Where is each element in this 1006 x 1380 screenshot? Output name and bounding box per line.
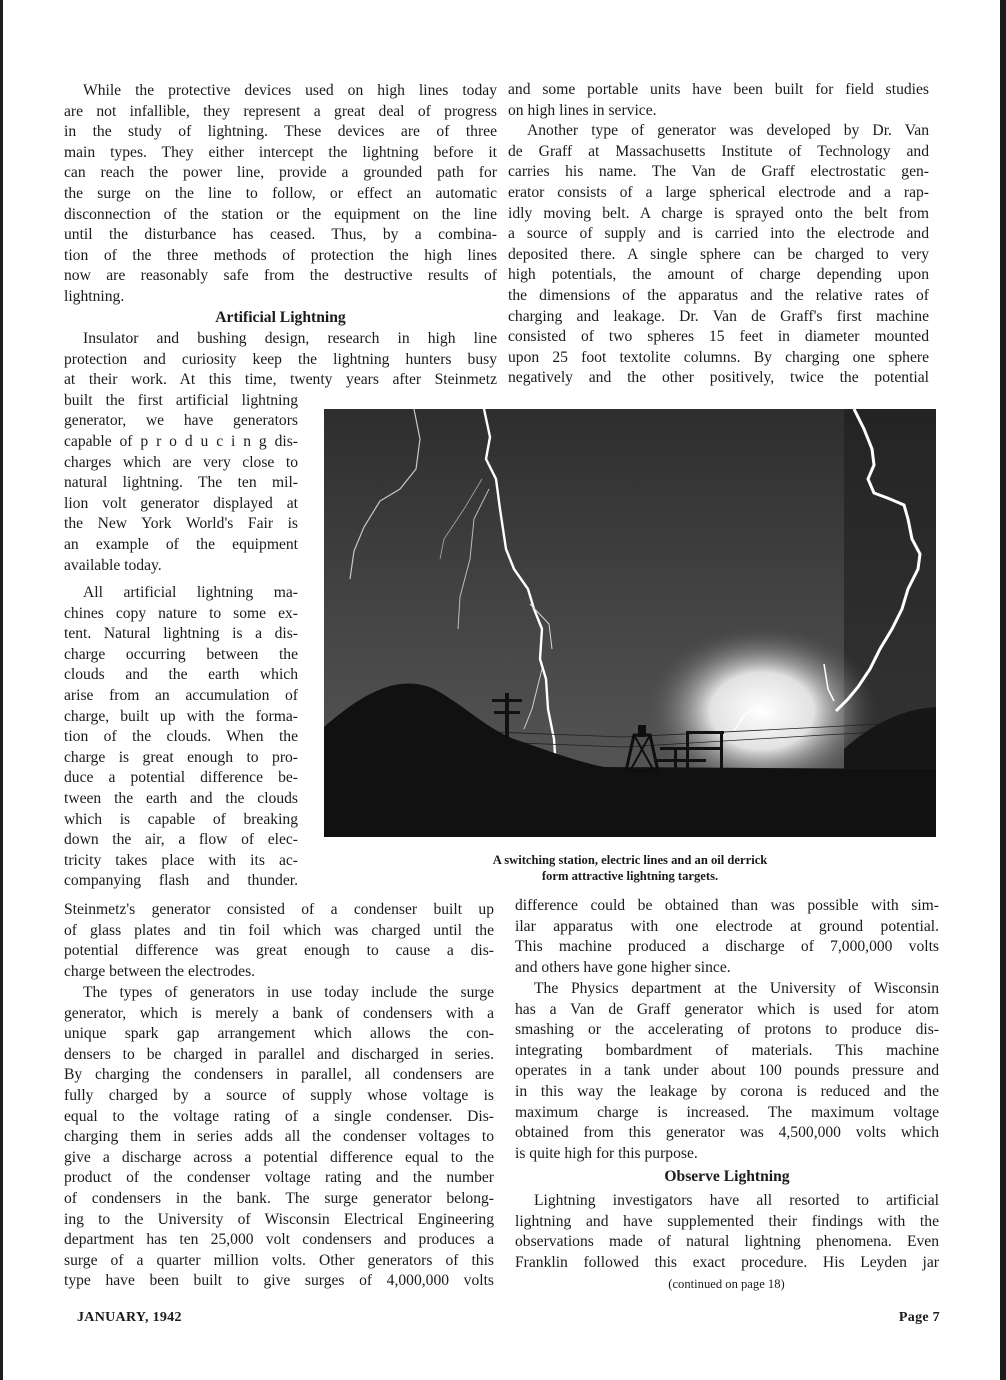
body-line: tricity takes place with its ac- xyxy=(64,851,298,869)
body-line: The types of generators in use today include the surge xyxy=(83,984,494,1001)
body-line: lion volt generator displayed at xyxy=(64,494,298,512)
body-line: until the disturbance has ceased. Thus, by a combina- xyxy=(64,226,497,244)
body-line: generator, which is merely a bank of condensers with a xyxy=(64,1004,494,1022)
body-line: companying flash and thunder. xyxy=(64,872,298,890)
figure-caption-line-2: form attractive lightning targets. xyxy=(541,869,719,883)
body-line: is quite high for this purpose. xyxy=(515,1144,698,1162)
body-line: Franklin followed this exact procedure. His Leyden jar xyxy=(515,1253,939,1271)
body-line: department has ten 25,000 volt condensers and produces a xyxy=(64,1231,494,1249)
body-line: of condensers in the bank. The surge generator belong- xyxy=(64,1190,494,1207)
body-line: natural lightning. The ten mil- xyxy=(64,474,298,492)
body-line: This machine produced a discharge of 7,000,000 volts xyxy=(515,938,939,956)
figure-caption-line-1: A switching station, electric lines and an oil derrick xyxy=(492,853,768,867)
body-line: upon 25 foot textolite columns. By charging one sphere xyxy=(508,348,929,366)
body-line: Insulator and bushing design, research in high line xyxy=(83,330,497,347)
section-heading-observe-lightning: Observe Lightning xyxy=(664,1168,790,1185)
body-line: chines copy nature to some ex- xyxy=(64,604,298,622)
body-line: surge of a quarter million volts. Other generators of this xyxy=(64,1251,494,1269)
body-line: tween the earth and the clouds xyxy=(64,790,298,807)
body-line: densers to be charged in parallel and discharged in series. xyxy=(64,1045,494,1063)
body-line: de Graff at Massachusetts Institute of Technology and xyxy=(508,142,929,160)
body-line: down the air, a flow of elec- xyxy=(64,831,298,849)
body-line: in the study of lightning. These devices are of three xyxy=(64,123,497,141)
body-line: charging them in series adds all the condenser voltages to xyxy=(64,1128,494,1146)
body-line: erator consists of a large spherical electrode and a rap- xyxy=(508,184,929,201)
body-line: ilar apparatus with one electrode at ground potential. xyxy=(515,917,939,935)
body-line: By charging the condensers in parallel, all condensers are xyxy=(64,1066,494,1084)
scan-edge-right xyxy=(1000,0,1006,1380)
body-line: charge occurring between the xyxy=(64,645,298,663)
body-line: negatively and the other positively, twice the potential xyxy=(508,369,929,387)
body-line: at their work. At this time, twenty years after Steinmetz xyxy=(64,371,497,389)
body-line: charge, built up with the forma- xyxy=(64,707,298,725)
section-heading-artificial-lightning: Artificial Lightning xyxy=(215,309,346,326)
body-line: disconnection of the station or the equipment on the line xyxy=(64,205,497,223)
body-line: generator, we have generators xyxy=(64,412,298,430)
body-line: tion of the clouds. When the xyxy=(64,728,298,746)
body-line: observations made of natural lightning phenomena. Even xyxy=(515,1233,939,1251)
body-line: charging and leakage. Dr. Van de Graff's first machine xyxy=(508,307,929,325)
body-line: charge is great enough to pro- xyxy=(64,748,298,766)
body-line: the dimensions of the apparatus and the relative rates of xyxy=(508,287,929,304)
body-line: operates in a tank under about 100 pounds pressure and xyxy=(515,1062,939,1080)
body-line: on high lines in service. xyxy=(508,101,657,119)
body-line: obtained from this generator was 4,500,000 volts which xyxy=(515,1124,939,1142)
body-line: type have been built to give surges of 4,000,000 volts xyxy=(64,1272,494,1290)
body-line: the New York World's Fair is xyxy=(64,515,298,533)
body-line: While the protective devices used on high lines today xyxy=(83,82,497,99)
issue-date: JANUARY, 1942 xyxy=(77,1310,182,1325)
body-line: main types. They either intercept the lightning before it xyxy=(64,143,497,161)
body-line: charge between the electrodes. xyxy=(64,962,256,980)
body-line: carries his name. The Van de Graff electrostatic gen- xyxy=(508,163,929,181)
body-line: the surge on the line to follow, or effect an automatic xyxy=(64,185,497,202)
body-line: a source of supply and is carried into the electrode and xyxy=(508,225,929,243)
body-line: Steinmetz's generator consisted of a condenser built up xyxy=(64,901,494,918)
body-line: has a Van de Graff generator which is used for atom xyxy=(515,1000,939,1018)
body-line: tion of the three methods of protection the high lines xyxy=(64,246,497,264)
body-line: charges which are very close to xyxy=(64,453,298,471)
body-line: an example of the equipment xyxy=(64,536,298,553)
body-line: and some portable units have been built for field studies xyxy=(508,81,929,98)
body-line: consisted of two spheres 15 feet in diameter mounted xyxy=(508,328,929,346)
body-line: fully charged by a source of supply whose voltage is xyxy=(64,1087,494,1104)
body-line: of glass plates and tin foil which was charged until the xyxy=(64,921,494,939)
body-line: unique spark gap arrangement which allows the con- xyxy=(64,1025,494,1043)
body-line: integrating bombardment of materials. This machine xyxy=(515,1041,939,1059)
body-line: maximum charge is increased. The maximum voltage xyxy=(515,1103,939,1121)
body-line: The Physics department at the University of Wisconsin xyxy=(534,980,939,997)
body-line: tent. Natural lightning is a dis- xyxy=(64,625,298,643)
body-line: arise from an accumulation of xyxy=(64,687,298,704)
body-line: are not infallible, they represent a great deal of progress xyxy=(64,102,497,120)
body-line: Lightning investigators have all resorted to artificial xyxy=(534,1192,939,1209)
continued-note: (continued on page 18) xyxy=(668,1277,785,1291)
body-line: difference could be obtained than was possible with sim- xyxy=(515,897,939,914)
body-line: capable of p r o d u c i n g dis- xyxy=(64,433,298,450)
body-line: lightning. xyxy=(64,288,125,305)
body-line: equal to the voltage rating of a single condenser. Dis- xyxy=(64,1107,494,1125)
body-line: and others have gone higher since. xyxy=(515,958,731,976)
body-line: now are reasonably safe from the destructive results of xyxy=(64,267,497,285)
body-line: duce a potential difference be- xyxy=(64,769,298,787)
body-line: product of the condenser voltage rating and the number xyxy=(64,1169,494,1187)
body-line: All artificial lightning ma- xyxy=(83,584,298,601)
body-line: idly moving belt. A charge is sprayed onto the belt from xyxy=(508,204,929,222)
body-line: available today. xyxy=(64,556,162,574)
body-line: potential difference was great enough to cause a dis- xyxy=(64,942,494,960)
body-line: lightning and have supplemented their findings with the xyxy=(515,1212,939,1230)
body-line: built the first artificial lightning xyxy=(64,391,298,409)
body-line: smashing or the accelerating of protons to produce dis- xyxy=(515,1021,939,1039)
body-line: high potentials, the amount of charge depending upon xyxy=(508,266,929,284)
body-line: in this way the leakage by corona is reduced and the xyxy=(515,1083,939,1100)
body-line: ing to the University of Wisconsin Electrical Engineering xyxy=(64,1210,494,1228)
body-line: give a discharge across a potential difference equal to the xyxy=(64,1148,494,1166)
body-line: deposited there. A single sphere can be charged to very xyxy=(508,245,929,263)
page-number: Page 7 xyxy=(898,1310,940,1325)
body-line: clouds and the earth which xyxy=(64,666,298,684)
body-line: can reach the power line, provide a grounded path for xyxy=(64,164,497,182)
scan-edge-left xyxy=(0,0,3,1380)
body-line: protection and curiosity keep the lightning hunters busy xyxy=(64,350,497,368)
body-line: Another type of generator was developed by Dr. Van xyxy=(527,122,929,140)
body-line: which is capable of breaking xyxy=(64,810,298,828)
lightning-photograph xyxy=(324,409,936,837)
